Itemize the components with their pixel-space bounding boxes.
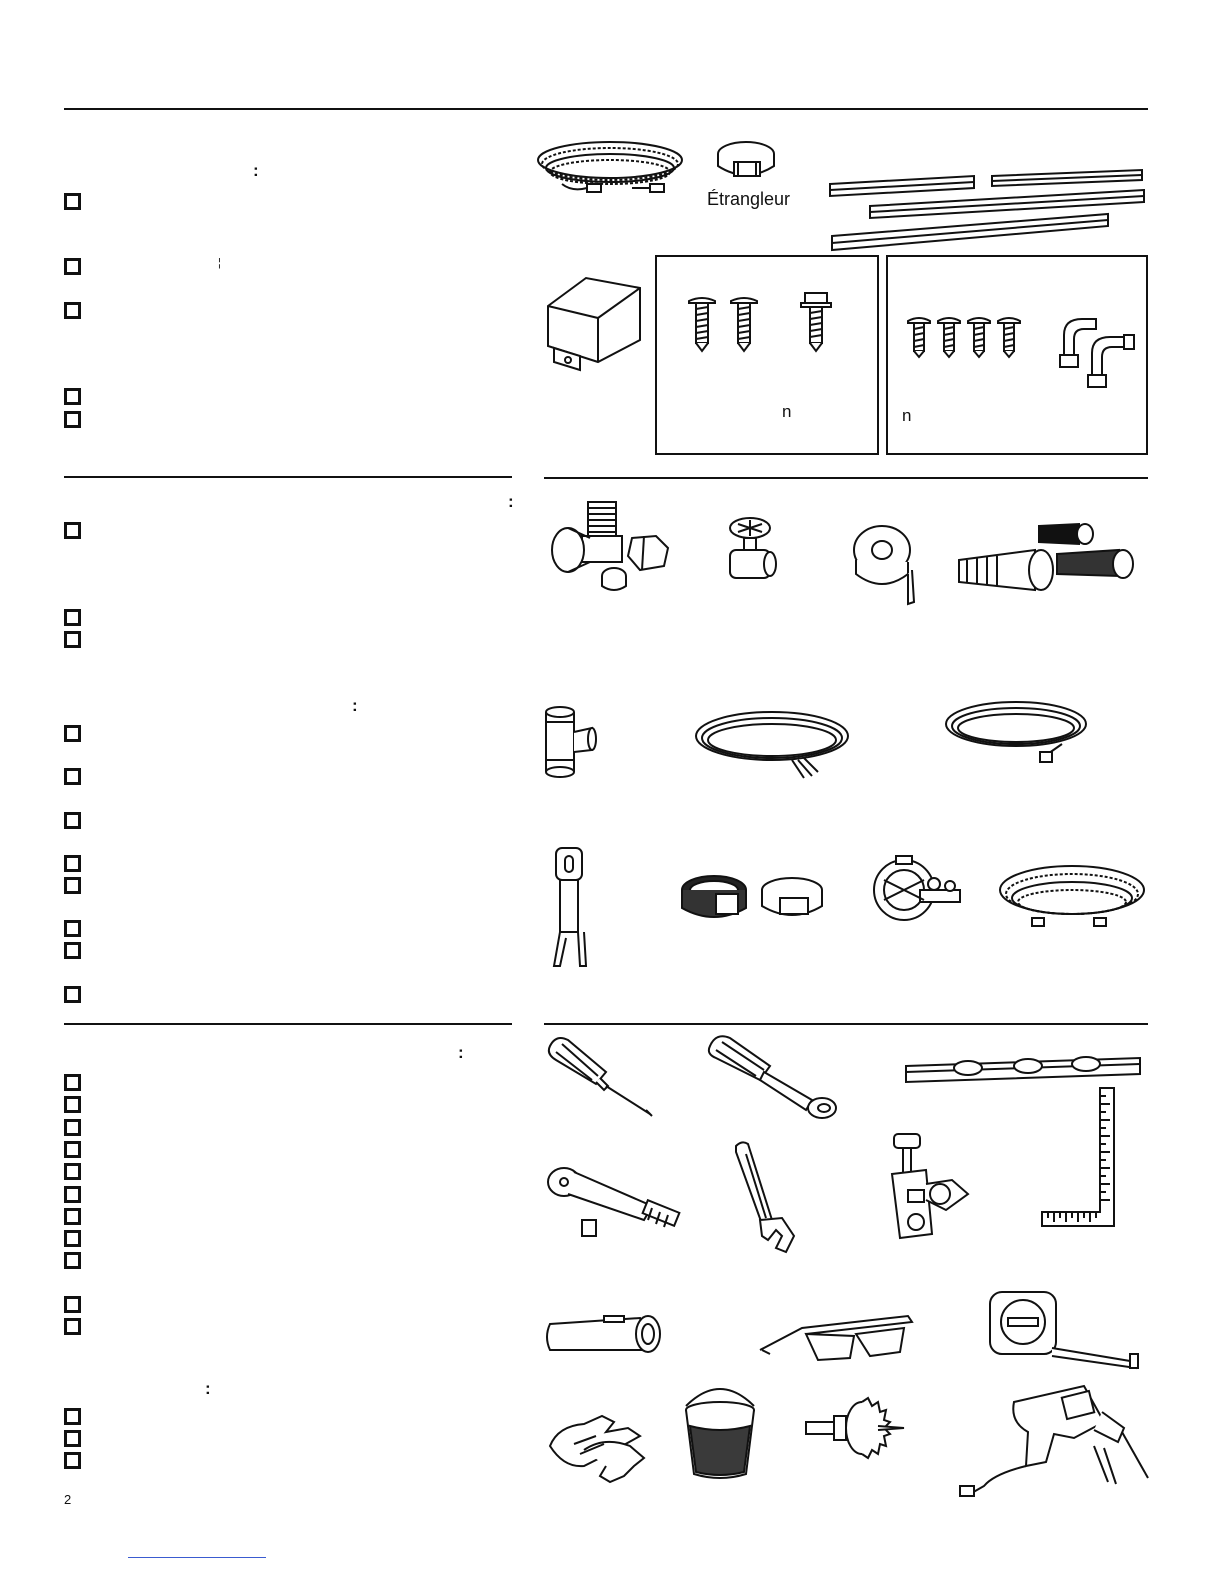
checkbox[interactable]	[64, 855, 81, 872]
hardware-caption: Étrangleur	[707, 189, 791, 209]
ratchet-icon	[544, 1162, 684, 1242]
tee-fitting-icon	[536, 704, 602, 778]
section1-colon: :	[253, 161, 259, 180]
checkbox[interactable]	[64, 193, 81, 210]
conduit-connector-icon	[868, 850, 964, 930]
checkbox[interactable]	[64, 1208, 81, 1225]
checkbox[interactable]	[64, 1141, 81, 1158]
checkbox[interactable]	[64, 1186, 81, 1203]
checkbox[interactable]	[64, 920, 81, 937]
tubing-cutter-icon	[886, 1130, 972, 1242]
junction-box-icon	[540, 270, 648, 380]
checkbox[interactable]	[64, 1074, 81, 1091]
water-line-coil-icon	[942, 698, 1096, 768]
checkbox[interactable]	[64, 1230, 81, 1247]
screw-icon	[687, 295, 717, 353]
trim-strips-icon	[826, 168, 1148, 258]
checkbox[interactable]	[64, 609, 81, 626]
coiled-braided-hose-icon	[996, 860, 1150, 934]
checkbox[interactable]	[64, 725, 81, 742]
bucket-icon	[678, 1382, 762, 1482]
checkbox[interactable]	[64, 1318, 81, 1335]
checkbox[interactable]	[64, 411, 81, 428]
flashlight-icon	[544, 1310, 664, 1358]
checkbox[interactable]	[64, 1408, 81, 1425]
bracket-kit-caption: n	[902, 406, 912, 425]
electrical-cable-icon	[692, 706, 856, 782]
section2-colon-b: :	[352, 696, 358, 715]
phillips-screwdriver-icon	[546, 1032, 658, 1118]
screw-icon	[906, 315, 1026, 359]
hex-screw-icon	[799, 291, 833, 353]
compression-elbow-icon	[544, 496, 674, 594]
wye-adapter-icon	[550, 846, 590, 970]
section2-rule-right	[544, 477, 1148, 479]
hose-clamp-icon	[712, 132, 782, 188]
checkbox[interactable]	[64, 1163, 81, 1180]
checkbox[interactable]	[64, 1296, 81, 1313]
nut-driver-icon	[704, 1030, 844, 1120]
adjustable-wrench-icon	[732, 1140, 802, 1258]
gloves-icon	[544, 1406, 654, 1484]
shutoff-valve-icon	[724, 516, 780, 584]
section3-rule-right	[544, 1023, 1148, 1025]
checkbox[interactable]	[64, 1452, 81, 1469]
screw-kit-caption: n	[782, 402, 792, 421]
section2-colon-a: :	[508, 492, 514, 511]
checkbox[interactable]	[64, 522, 81, 539]
section3-colon-a: :	[458, 1043, 464, 1062]
checkbox[interactable]	[64, 631, 81, 648]
checkbox[interactable]	[64, 302, 81, 319]
screw-kit-box	[655, 255, 879, 455]
checkbox[interactable]	[64, 1096, 81, 1113]
checkbox[interactable]	[64, 1252, 81, 1269]
coiled-braided-hose-icon	[532, 132, 692, 202]
bracket-icon	[1056, 315, 1138, 391]
screw-icon	[729, 295, 759, 353]
checkbox[interactable]	[64, 812, 81, 829]
checkbox[interactable]	[64, 1119, 81, 1136]
top-rule	[64, 108, 1148, 110]
hole-saw-icon	[804, 1396, 908, 1460]
footer-link-underline[interactable]	[128, 1557, 266, 1558]
section3-colon-b: :	[205, 1379, 211, 1398]
checkbox[interactable]	[64, 768, 81, 785]
checkbox[interactable]	[64, 388, 81, 405]
level-icon	[904, 1050, 1144, 1086]
tape-measure-icon	[986, 1286, 1142, 1370]
section2-rule-left	[64, 476, 512, 478]
wire-nuts-icon	[955, 520, 1135, 598]
checkbox[interactable]	[64, 1430, 81, 1447]
section3-rule-left	[64, 1023, 512, 1025]
checkbox[interactable]	[64, 877, 81, 894]
worm-clamps-icon	[676, 868, 834, 932]
page-number: 2	[64, 1492, 72, 1507]
carpenter-square-icon	[1040, 1086, 1118, 1228]
stray-mark: ¦	[218, 257, 221, 269]
teflon-tape-icon	[848, 524, 918, 608]
bracket-kit-box	[886, 255, 1148, 455]
safety-glasses-icon	[758, 1302, 916, 1364]
drill-icon	[954, 1382, 1150, 1500]
checkbox[interactable]	[64, 986, 81, 1003]
checkbox[interactable]	[64, 942, 81, 959]
checkbox[interactable]	[64, 258, 81, 275]
